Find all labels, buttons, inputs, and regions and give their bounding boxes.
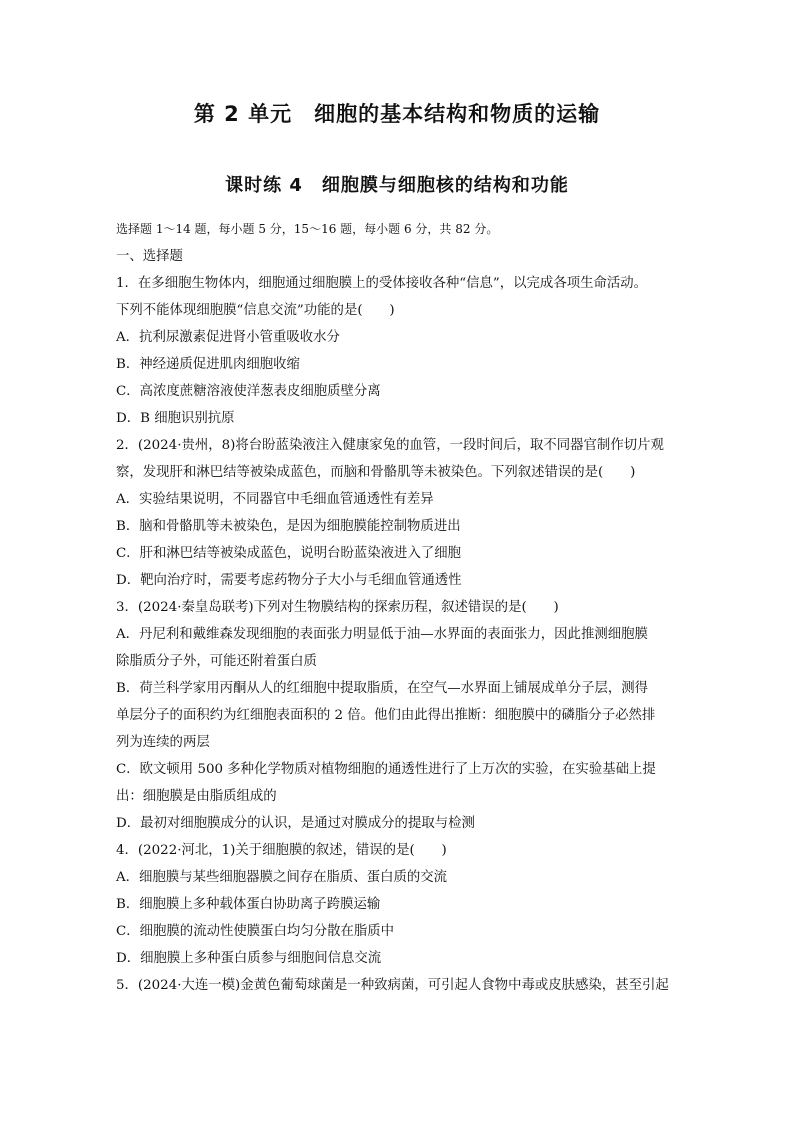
question-1 — [116, 270, 682, 432]
option-b-continued: 单层分子的面积约为红细胞表面积的 2 倍。他们由此得出推断：细胞膜中的磷脂分子必然排 — [116, 708, 656, 723]
unit-title: 第 2 单元 细胞的基本结构和物质的运输 — [193, 102, 601, 126]
question-stem: 下列不能体现细胞膜“信息交流”功能的是( ) — [116, 303, 395, 318]
option-b: B．神经递质促进肌肉细胞收缩 — [116, 357, 300, 372]
option-a: A．抗利尿激素促进肾小管重吸收水分 — [116, 330, 340, 345]
question-stem: 4．(2022·河北，1)关于细胞膜的叙述，错误的是( ) — [116, 843, 447, 858]
option-d: D．细胞膜上多种蛋白质参与细胞间信息交流 — [116, 951, 382, 966]
option-b-continued: 列为连续的两层 — [116, 735, 210, 750]
option-b: B．脑和骨骼肌等未被染色，是因为细胞膜能控制物质进出 — [116, 519, 461, 534]
instructions: 选择题 1～14 题，每小题 5 分，15～16 题，每小题 6 分，共 82 分。 — [116, 222, 499, 236]
option-b: B．荷兰科学家用丙酮从人的红细胞中提取脂质，在空气—水界面上铺展成单分子层，测得 — [116, 681, 649, 696]
question-stem: 2．(2024·贵州，8)将台盼蓝染液注入健康家兔的血管，一段时间后，取不同器官制作切片观 — [116, 438, 664, 453]
option-b: B．细胞膜上多种载体蛋白协助离子跨膜运输 — [116, 897, 381, 912]
option-d: D．靶向治疗时，需要考虑药物分子大小与毛细血管通透性 — [116, 573, 462, 588]
lesson-title: 课时练 4 细胞膜与细胞核的结构和功能 — [225, 175, 569, 196]
question-3 — [116, 594, 682, 837]
option-c: C．欧文顿用 500 多种化学物质对植物细胞的通透性进行了上万次的实验，在实验基础上提 — [116, 762, 656, 777]
option-a: A．细胞膜与某些细胞器膜之间存在脂质、蛋白质的交流 — [116, 870, 448, 885]
option-a-continued: 除脂质分子外，可能还附着蛋白质 — [116, 654, 317, 669]
option-d: D．B 细胞识别抗原 — [116, 411, 235, 426]
question-stem: 察，发现肝和淋巴结等被染成蓝色，而脑和骨骼肌等未被染色。下列叙述错误的是( ) — [116, 465, 636, 480]
question-5 — [116, 972, 682, 999]
question-stem: 5．(2024·大连一模)金黄色葡萄球菌是一种致病菌，可引起人食物中毒或皮肤感染，甚至引起 — [116, 978, 669, 993]
question-stem: 1．在多细胞生物体内，细胞通过细胞膜上的受体接收各种“信息”，以完成各项生命活动。 — [116, 276, 648, 291]
question-stem: 3．(2024·秦皇岛联考)下列对生物膜结构的探索历程，叙述错误的是( ) — [116, 600, 559, 615]
question-content — [116, 216, 682, 999]
option-c: C．肝和淋巴结等被染成蓝色，说明台盼蓝染液进入了细胞 — [116, 546, 462, 561]
question-4 — [116, 837, 682, 972]
option-a: A．丹尼利和戴维森发现细胞的表面张力明显低于油—水界面的表面张力，因此推测细胞膜 — [116, 627, 648, 642]
option-c: C．高浓度蔗糖溶液使洋葱表皮细胞质壁分离 — [116, 384, 381, 399]
option-a: A．实验结果说明，不同器官中毛细血管通透性有差异 — [116, 492, 434, 507]
section-heading: 一、选择题 — [116, 249, 183, 264]
option-d: D．最初对细胞膜成分的认识，是通过对膜成分的提取与检测 — [116, 816, 475, 831]
option-c: C．细胞膜的流动性使膜蛋白均匀分散在脂质中 — [116, 924, 395, 939]
option-c-continued: 出：细胞膜是由脂质组成的 — [116, 789, 277, 804]
question-2 — [116, 432, 682, 594]
